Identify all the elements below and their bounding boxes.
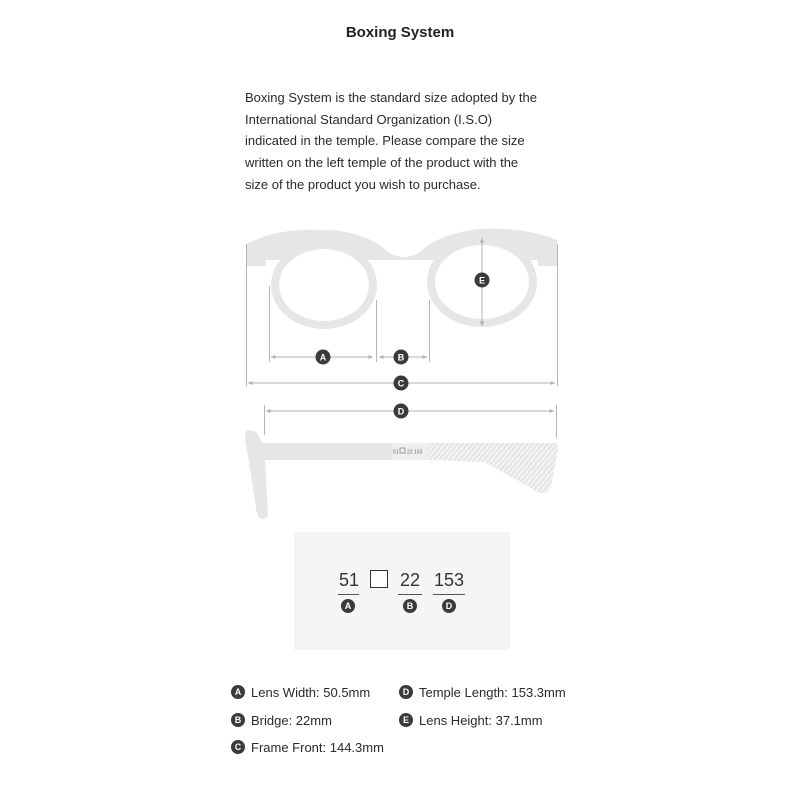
legend-item-frame-front [231, 739, 384, 755]
legend-text: Bridge: 22mm [251, 712, 332, 728]
legend-item-lens-height [399, 712, 543, 728]
badge-d-diagram [394, 404, 409, 419]
description-line: written on the left temple of the product with the [245, 155, 519, 171]
description-line: International Standard Organization (I.S.O) [245, 111, 493, 127]
badge-e-label: E [478, 275, 486, 286]
temple-lens-mark: 51 [393, 449, 399, 456]
temple-arm [245, 430, 392, 519]
size-temple-value: 153 [433, 570, 465, 590]
left-hinge [246, 244, 266, 266]
badge-b-diagram [394, 350, 409, 365]
legend-badge-b: B [231, 713, 245, 727]
size-bridge-underline [398, 594, 422, 595]
badge-b-label: B [397, 352, 405, 363]
size-bridge-value: 22 [399, 570, 421, 590]
legend-text: Lens Height: 37.1mm [419, 712, 543, 728]
legend-badge-d: D [399, 685, 413, 699]
size-badge-d: D [442, 599, 456, 613]
size-square-symbol [370, 570, 388, 588]
size-lens-value: 51 [338, 570, 360, 590]
badge-a-diagram [316, 350, 331, 365]
badge-c-diagram [394, 376, 409, 391]
badge-e-diagram [475, 273, 490, 288]
badge-d-label: D [397, 406, 405, 417]
legend-badge-e: E [399, 713, 413, 727]
legend-text: Temple Length: 153.3mm [419, 684, 566, 700]
legend-badge-c: C [231, 740, 245, 754]
legend-item-temple-length [399, 684, 566, 700]
legend-item-bridge [231, 712, 332, 728]
size-box [294, 532, 510, 650]
size-temple-underline [433, 594, 465, 595]
legend-badge-a: A [231, 685, 245, 699]
right-hinge [538, 244, 558, 266]
temple-side [245, 430, 558, 519]
description-line: Boxing System is the standard size adopted by the [245, 90, 537, 105]
badge-c-label: C [397, 378, 405, 389]
temple-bridge-mark: 22 [407, 449, 413, 456]
size-lens-underline [338, 594, 359, 595]
page-title: Boxing System [345, 24, 455, 41]
frame-front [246, 229, 558, 329]
temple-temple-mark: 153 [414, 449, 423, 456]
description-line: indicated in the temple. Please compare the size [245, 133, 525, 149]
legend-text: Lens Width: 50.5mm [251, 684, 371, 700]
legend-item-lens-width [231, 684, 370, 700]
legend-text: Frame Front: 144.3mm [251, 739, 384, 755]
description-line: size of the product you wish to purchase. [245, 176, 481, 192]
badge-a-label: A [319, 352, 327, 363]
left-lens [279, 249, 369, 321]
size-badge-a: A [341, 599, 355, 613]
size-badge-b: B [403, 599, 417, 613]
temple-tip [428, 443, 558, 493]
